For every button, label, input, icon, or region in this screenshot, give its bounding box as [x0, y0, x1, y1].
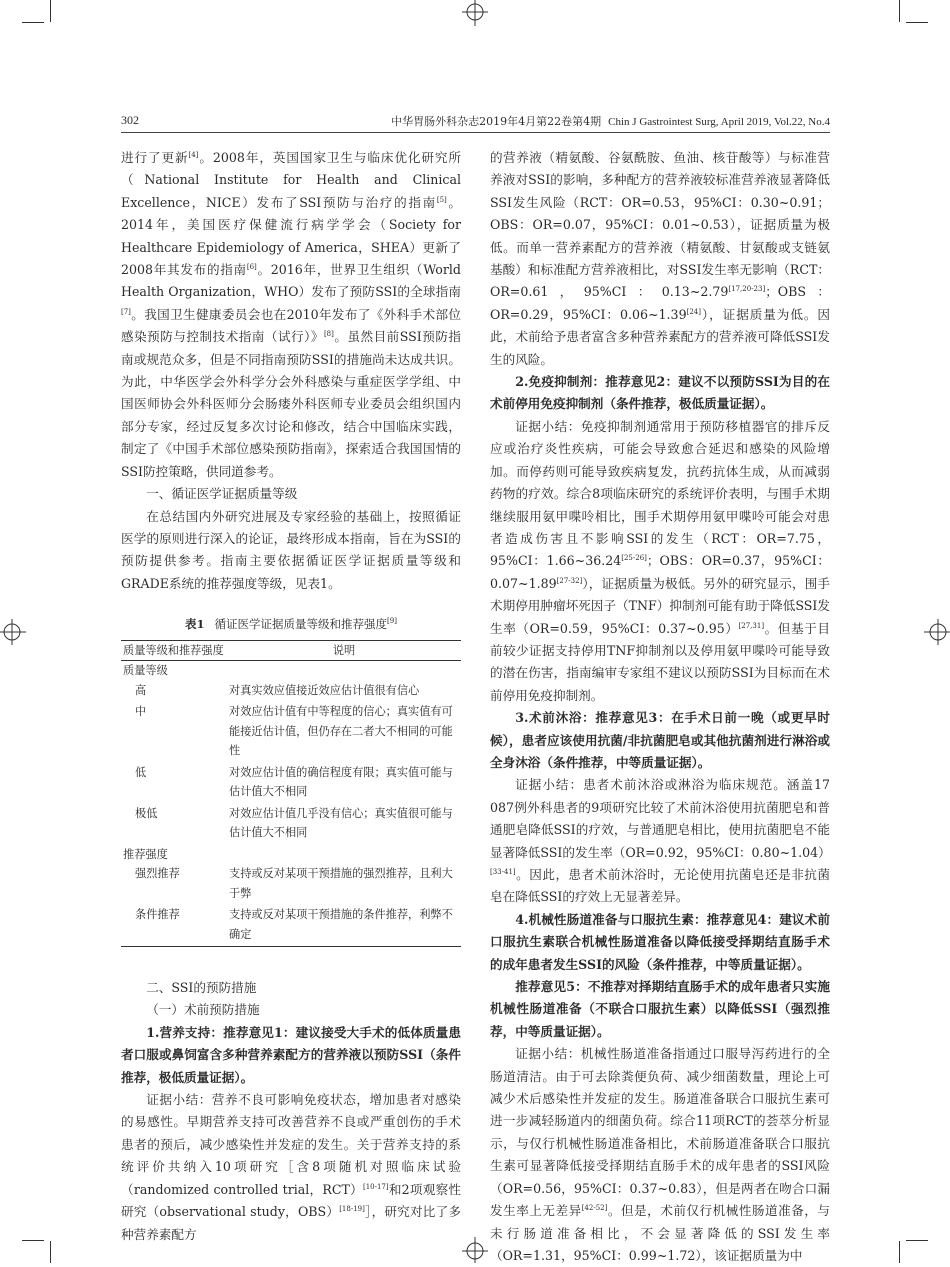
table-cell-description: 支持或反对某项干预措施的条件推荐，利弊不确定: [225, 905, 461, 947]
subsection-heading: （一）术前预防措施: [146, 1002, 260, 1018]
citation: [25-26]: [621, 554, 647, 563]
table-cell-level: 强烈推荐: [135, 867, 180, 881]
table-cell-level: 质量等级: [123, 664, 168, 678]
body-paragraph: 证据小结：免疫抑制剂通常用于预防移植器官的排斥反应或治疗炎性疾病，可能会导致愈合延迟和感染的风险增加。而停药则可能导致疾病复发，抗药抗体生成，从而减弱药物的疗效。综合8项临床研究的系统评价表明，与围手术期继续服用氨甲喋呤相比，围手术期停用氨甲喋呤可能会对患者造成伤害且不影响SSI的发生（RCT：OR=7.75，95%CI：1.66~36.24[25-26]；OBS：OR=0.37，95%CI：0.07~1.89[27-32]），证据质量为极低。另外的研究显示，围手术期停用肿瘤坏死因子（TNF）抑制剂可能有助于降低SSI发生率（OR=0.59，95%CI：0.37~0.95）[27,31]。但基于目前较少证据支持停用TNF抑制剂以及停用氨甲喋呤可能导致的潜在伤害，指南编审专家组不建议以预防SSI为目标而在术前停用免疫抑制剂。: [490, 418, 830, 703]
table-cell-description: 对效应估计值有中等程度的信心；真实值有可能接近估计值，但仍存在二者大不相同的可能性: [229, 705, 453, 758]
table-cell-level: 高: [135, 683, 147, 697]
citation: [7]: [121, 307, 131, 316]
table-row: [121, 681, 461, 703]
header-rule: [121, 132, 830, 133]
recommendation-2: 2.免疫抑制剂：推荐意见2：建议不以预防SSI为目的在术前停用免疫抑制剂（条件推荐，极低质量证据）。: [490, 374, 830, 412]
citation: [9]: [387, 617, 397, 626]
table-group-row: [121, 845, 461, 865]
table-cell-description: [225, 845, 461, 865]
registration-mark-left: [0, 619, 26, 645]
table-cell-level: 极低: [135, 806, 158, 820]
table-group-row: [121, 661, 461, 681]
section-heading: 一、循证医学证据质量等级: [146, 486, 298, 502]
citation: [5]: [436, 195, 447, 204]
citation: [33-41]: [490, 867, 516, 876]
table-cell-level: 中: [135, 705, 147, 719]
table-row: [121, 905, 461, 947]
crop-mark-bottom-right: [899, 1241, 900, 1263]
journal-name-cn: 中华胃肠外科杂志2019年4月第22卷第4期: [391, 115, 602, 128]
body-paragraph: 证据小结：机械性肠道准备指通过口服导泻药进行的全肠道清洁。由于可去除粪便负荷、减少细菌数量，理论上可减少术后感染性并发症的发生。肠道准备联合口服抗生素可进一步减轻肠道内的细菌负荷。综合11项RCT的荟萃分析显示，与仅行机械性肠道准备相比，术前肠道准备联合口服抗生素可显著降低接受择期结直肠手术的成年患者的SSI风险（OR=0.56，95%CI：0.37~0.83），但是两者在吻合口漏发生率上无差异[42-52]。但是，术前仅行机械性肠道准备，与未行肠道准备相比，不会显著降低的SSI发生率（OR=1.31，95%CI：0.99~1.72），该证据质量为中: [490, 1046, 831, 1263]
table-header-row: [121, 640, 461, 661]
citation: [6]: [246, 262, 257, 271]
table-row: [121, 864, 461, 905]
journal-citation: [391, 113, 830, 129]
body-paragraph: 证据小结：患者术前沐浴或淋浴为临床规范。涵盖17 087例外科患者的9项研究比较了术前沐浴使用抗菌肥皂和普通肥皂降低SSI的疗效，与普通肥皂相比，使用抗菌肥皂不能显著降低SSI的发生率（OR=0.92，95%CI：0.80~1.04）[33-41]。因此，患者术前沐浴时，无论使用抗菌皂还是非抗菌皂在降低SSI的疗效上无显著差异。: [490, 777, 831, 905]
crop-mark-top-left: [50, 0, 51, 22]
journal-name-en: Chin J Gastrointest Surg, April 2019, Vol.22, No.4: [608, 116, 830, 128]
table-header-cell: 质量等级和推荐强度: [121, 640, 225, 661]
left-column: [121, 147, 461, 1246]
registration-mark-top: [462, 0, 488, 26]
citation: [10-17]: [362, 1182, 389, 1191]
recommendation-4: 4.机械性肠道准备与口服抗生素：推荐意见4：建议术前口服抗生素联合机械性肠道准备以降低接受择期结直肠手术的成年患者发生SSI的风险（条件推荐，中等质量证据）。: [490, 911, 830, 972]
table-cell-level: 条件推荐: [121, 905, 225, 947]
table-row: [121, 804, 461, 845]
crop-mark-top-right: [899, 0, 900, 22]
citation: [17,20-23]: [728, 285, 766, 294]
table-row: [121, 702, 461, 763]
citation: [42-52]: [581, 1203, 608, 1212]
running-header: [121, 113, 830, 131]
table-row: [121, 763, 461, 804]
section-heading: 二、SSI的预防措施: [146, 980, 257, 996]
recommendation-5: 推荐意见5：不推荐对择期结直肠手术的成年患者只实施机械性肠道准备（不联合口服抗生素）以降低SSI（强烈推荐，中等质量证据）。: [490, 979, 830, 1039]
body-paragraph: 在总结国内外研究进展及专家经验的基础上，按照循证医学的原则进行深入的论证，最终形成本指南，旨在为SSI的预防提供参考。指南主要依据循证医学证据质量等级和GRADE系统的推荐强度等级，见表1。: [121, 508, 461, 591]
table-cell-description: 对效应估计值几乎没有信心；真实值很可能与估计值大不相同: [229, 806, 453, 840]
table-cell-description: 对真实效应值接近效应估计值很有信心: [229, 683, 420, 697]
citation: [18-19]: [339, 1204, 365, 1213]
crop-mark-top-right-h: [906, 22, 928, 23]
table-caption: [121, 613, 461, 635]
evidence-grade-table: [121, 640, 461, 948]
crop-mark-bottom-left-h: [22, 1240, 44, 1241]
registration-mark-right: [924, 619, 950, 645]
citation: [27,31]: [738, 621, 765, 630]
citation: [27-32]: [556, 576, 583, 585]
table-label: 表1: [185, 617, 205, 632]
table-cell-level: 低: [135, 765, 147, 779]
recommendation-1: 1.营养支持：推荐意见1：建议接受大手术的低体质量患者口服或鼻饲富含多种营养素配方的营养液以预防SSI（条件推荐，极低质量证据）。: [121, 1024, 461, 1085]
intro-paragraph: 进行了更新[4]。2008年，英国国家卫生与临床优化研究所（National Institute for Health and Clinical Excellence，NICE）发布了SSI预防与治疗的指南[5]。2014年，美国医疗保健流行病学学会（Society for Healthcare Epidemiology of America，SHEA）更新了2008年其发布的指南[6]。2016年，世界卫生组织（World Health Organization，WHO）发布了预防SSI的全球指南[7]。我国卫生健康委员会也在2010年发布了《外科手术部位感染预防与控制技术指南（试行）》[8]。虽然目前SSI预防指南或规范众多，但是不同指南预防SSI的措施尚未达成共识。为此，中华医学会外科学分会外科感染与重症医学学组、中国医师协会外科医师分会肠瘘外科医师专业委员会组织国内部分专家，经过反复多次讨论和修改，结合中国临床实践，制定了《中国手术部位感染预防指南》，探索适合我国国情的SSI防控策略，供同道参考。: [121, 150, 462, 479]
table-cell-level: 推荐强度: [123, 847, 168, 861]
right-column: [490, 147, 830, 1267]
crop-mark-top-left-h: [22, 22, 44, 23]
recommendation-3: 3.术前沐浴：推荐意见3：在手术日前一晚（或更早时候），患者应该使用抗菌/非抗菌肥皂或其他抗菌剂进行淋浴或全身沐浴（条件推荐，中等质量证据）。: [490, 710, 830, 770]
table-cell-description: 对效应估计值的确信程度有限；真实值可能与估计值大不相同: [229, 765, 453, 799]
citation: [24]: [686, 307, 701, 316]
crop-mark-bottom-right-h: [906, 1240, 928, 1241]
table-header-cell: 说明: [225, 640, 461, 661]
registration-mark-bottom: [462, 1237, 488, 1263]
table-cell-description: [225, 661, 461, 681]
body-paragraph: 证据小结：营养不良可影响免疫状态，增加患者对感染的易感性。早期营养支持可改善营养不良或严重创伤的手术患者的预后，减少感染性并发症的发生。关于营养支持的系统评价共纳入10项研究［含8项随机对照临床试验（randomized controlled trial，RCT）[10-17]和2项观察性研究（observational study，OBS）[18-19]］，研究对比了多种营养素配方: [121, 1092, 461, 1242]
body-paragraph: 的营养液（精氨酸、谷氨酰胺、鱼油、核苷酸等）与标准营养液对SSI的影响，多种配方的营养液较标准营养液显著降低SSI发生风险（RCT：OR=0.53，95%CI：0.30~0.91；OBS：OR=0.07，95%CI：0.01~0.53），证据质量为极低。而单一营养素配方的营养液（精氨酸、甘氨酸或支链氨基酸）和标准配方营养液相比，对SSI发生率无影响（RCT：OR=0.61，95%CI：0.13~2.79[17,20-23]；OBS：OR=0.29，95%CI：0.06~1.39[24]），证据质量为低。因此，术前给予患者富含多种营养素配方的营养液可降低SSI发生的风险。: [490, 150, 831, 367]
page-number: 302: [121, 113, 139, 127]
citation: [4]: [188, 150, 199, 159]
crop-mark-bottom-left: [50, 1241, 51, 1263]
table-title: 循证医学证据质量等级和推荐强度: [214, 617, 388, 632]
table-cell-description: 支持或反对某项干预措施的强烈推荐，且利大于弊: [229, 867, 453, 900]
citation: [8]: [323, 330, 334, 339]
